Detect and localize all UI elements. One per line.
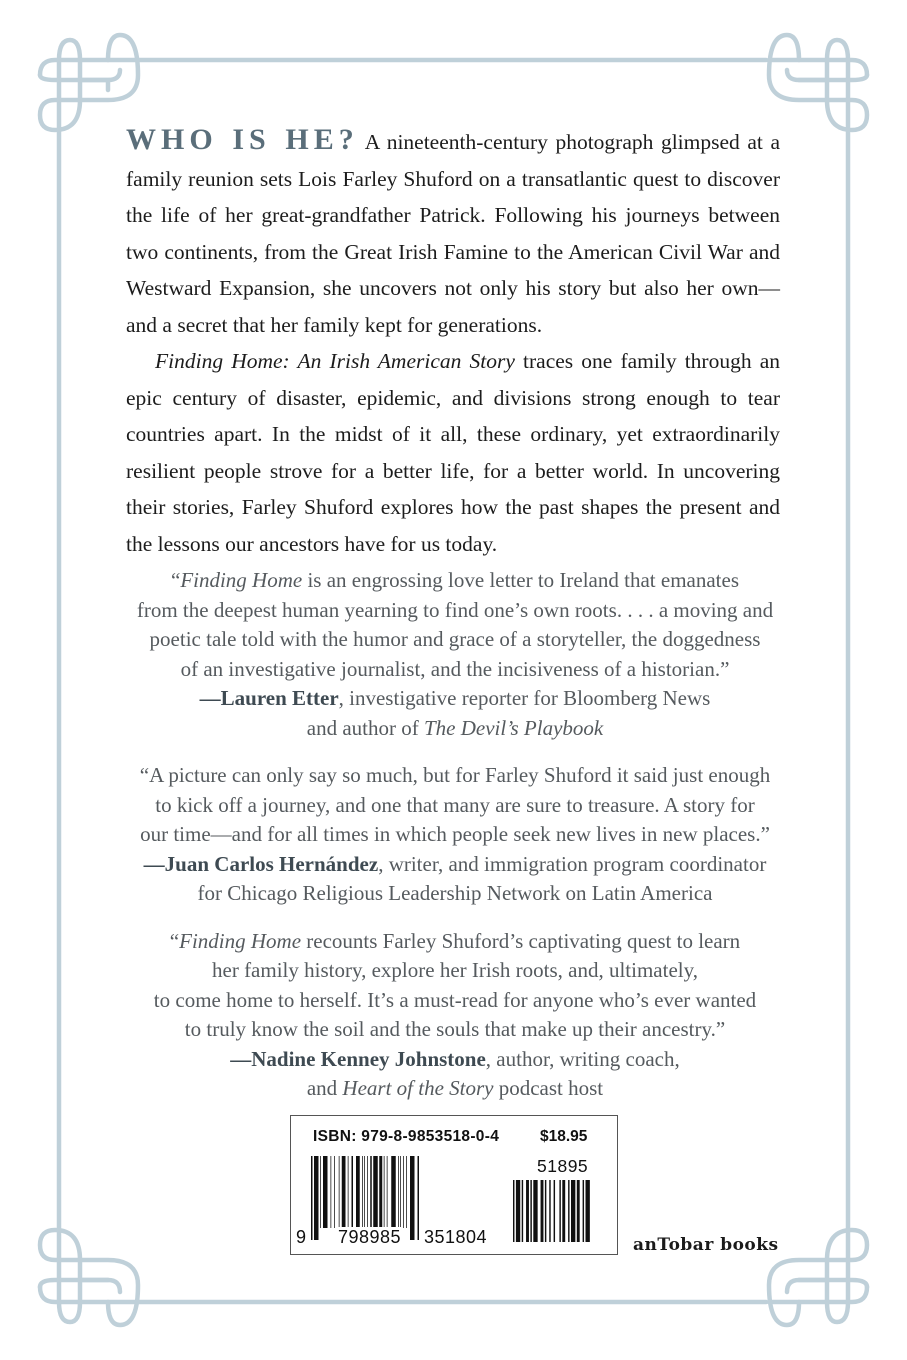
barcode-addon-bar bbox=[583, 1180, 584, 1242]
barcode-addon-bar bbox=[568, 1180, 569, 1242]
barcode-bar bbox=[406, 1156, 407, 1228]
attribution-line-1 bbox=[110, 850, 800, 880]
barcode-bar bbox=[410, 1156, 415, 1240]
quote-line bbox=[110, 1015, 800, 1045]
barcode-addon-bar bbox=[577, 1180, 580, 1242]
endorsement-quote bbox=[110, 927, 800, 1104]
celtic-knot-icon-bottom-left bbox=[40, 1230, 138, 1325]
barcode-bar bbox=[339, 1156, 340, 1228]
barcode-addon-bars bbox=[513, 1180, 609, 1244]
barcode-bar bbox=[387, 1156, 388, 1228]
barcode-bar bbox=[356, 1156, 360, 1228]
quote-text: our time—and for all times in which people seek new lives in new places.” bbox=[140, 822, 770, 846]
blurb-paragraph-1-text: A nineteenth-century photograph glimpsed at a family reunion sets Lois Farley Shuford on a transatlantic quest to discover the life of her great-grandfather Patrick. Following his journeys between two continents, from the Great Irish Famine to the American Civil War and Westward Expansion, she uncovers not only his story but also her own—and a secret that her family kept for generations. bbox=[126, 130, 780, 337]
endorsement-quote bbox=[110, 566, 800, 743]
barcode-bar bbox=[391, 1156, 396, 1228]
endorser-work-title: Heart of the Story bbox=[342, 1076, 494, 1100]
blurb-paragraph-1 bbox=[126, 122, 780, 343]
quote-line bbox=[110, 820, 800, 850]
celtic-knot-icon-top-left bbox=[40, 35, 138, 130]
barcode-addon-bar bbox=[586, 1180, 590, 1242]
book-title-italic: Finding Home: An Irish American Story bbox=[155, 349, 515, 373]
barcode-bar bbox=[348, 1156, 349, 1228]
quote-italic-title: Finding Home bbox=[180, 568, 303, 592]
endorser-name: —Lauren Etter bbox=[199, 686, 339, 710]
barcode-bar bbox=[311, 1156, 313, 1240]
price-addon-number: 51895 bbox=[537, 1156, 589, 1176]
barcode-bar bbox=[314, 1156, 319, 1240]
barcode-addon-bar bbox=[545, 1180, 546, 1242]
barcode-addon-bar bbox=[554, 1180, 555, 1242]
celtic-knot-icon-bottom-right bbox=[769, 1230, 867, 1325]
publisher-logo: anTobar books bbox=[633, 1235, 779, 1255]
barcode-addon-bar bbox=[516, 1180, 520, 1242]
quote-text: is an engrossing love letter to Ireland that emanates bbox=[302, 568, 739, 592]
quote-line bbox=[110, 927, 800, 957]
quote-text: to kick off a journey, and one that many are sure to treasure. A story for bbox=[155, 792, 755, 817]
quote-line bbox=[110, 761, 800, 791]
barcode-addon-bar bbox=[571, 1180, 575, 1242]
endorser-title: and author of bbox=[306, 715, 424, 740]
endorser-title: podcast host bbox=[493, 1076, 604, 1100]
barcode-addon-bar bbox=[522, 1180, 523, 1242]
barcode-bar bbox=[384, 1156, 385, 1228]
barcode-bar bbox=[398, 1156, 399, 1228]
barcode-addon-bar bbox=[562, 1180, 565, 1242]
barcode-digit-first: 9 bbox=[296, 1227, 307, 1247]
quote-text: of an investigative journalist, and the incisiveness of a historian.” bbox=[180, 656, 730, 681]
quote-text: “ bbox=[169, 928, 180, 953]
endorser-title: , author, writing coach, bbox=[485, 1046, 680, 1071]
attribution-line-2 bbox=[110, 879, 800, 909]
barcode-addon-bar bbox=[513, 1180, 514, 1242]
price-label: $18.95 bbox=[540, 1128, 588, 1145]
endorser-title: for Chicago Religious Leadership Network on Latin America bbox=[197, 881, 713, 905]
barcode-bar bbox=[370, 1156, 372, 1228]
barcode-digits-right: 351804 bbox=[424, 1227, 488, 1247]
book-blurb bbox=[126, 122, 780, 562]
quote-text: to truly know the soil and the souls that make up their ancestry.” bbox=[184, 1017, 726, 1041]
endorser-work-title: The Devil’s Playbook bbox=[423, 715, 604, 740]
barcode-bar bbox=[362, 1156, 363, 1228]
barcode-bar bbox=[352, 1156, 354, 1228]
attribution-line-2 bbox=[110, 1074, 800, 1104]
barcode-addon-bar bbox=[549, 1180, 550, 1242]
quote-line bbox=[110, 566, 800, 596]
quote-text: from the deepest human yearning to find one’s own roots. . . . a moving and bbox=[136, 597, 774, 622]
isbn-label: ISBN: 979-8-9853518-0-4 bbox=[313, 1128, 500, 1145]
quote-text: “ bbox=[170, 568, 181, 592]
endorsement-quote bbox=[110, 761, 800, 909]
quote-line bbox=[110, 791, 800, 821]
blurb-lead-heading: WHO IS HE? bbox=[126, 123, 359, 156]
barcode-bar bbox=[320, 1156, 321, 1228]
endorsements bbox=[110, 566, 800, 1122]
endorser-title: and bbox=[306, 1076, 343, 1100]
endorser-title: , writer, and immigration program coordinator bbox=[378, 851, 767, 876]
endorser-title: , investigative reporter for Bloomberg News bbox=[338, 686, 711, 710]
barcode-addon-bar bbox=[533, 1180, 537, 1242]
barcode-digits-left: 798985 bbox=[338, 1227, 402, 1247]
barcode-bar bbox=[334, 1156, 335, 1228]
barcode-bar bbox=[323, 1156, 328, 1228]
quote-line bbox=[110, 986, 800, 1016]
barcode-addon-bar bbox=[541, 1180, 544, 1242]
attribution-line-1 bbox=[110, 1045, 800, 1075]
barcode-bar bbox=[331, 1156, 332, 1228]
blurb-paragraph-2-text: traces one family through an epic century of disaster, epidemic, and divisions strong enough to tear countries apart. In the midst of it all, these ordinary, yet extraordinarily resilient people strove for a better life, for a better world. In uncovering their stories, Farley Shuford explores how the past shapes the present and the lessons our ancestors have for us today. bbox=[126, 349, 780, 556]
barcode-addon-bar bbox=[530, 1180, 531, 1242]
celtic-knot-icon-top-right bbox=[769, 35, 867, 130]
isbn-barcode bbox=[290, 1115, 618, 1255]
barcode-addon-bar bbox=[526, 1180, 529, 1242]
quote-line bbox=[110, 655, 800, 685]
attribution-line-2 bbox=[110, 714, 800, 744]
blurb-paragraph-2 bbox=[126, 343, 780, 562]
barcode-bar bbox=[418, 1156, 420, 1240]
quote-text: poetic tale told with the humor and grace of a storyteller, the doggedness bbox=[149, 627, 761, 651]
barcode-bar bbox=[403, 1156, 404, 1228]
quote-text: recounts Farley Shuford’s captivating quest to learn bbox=[301, 928, 741, 953]
attribution-line-1 bbox=[110, 684, 800, 714]
quote-line bbox=[110, 596, 800, 626]
endorser-name: —Nadine Kenney Johnstone bbox=[230, 1046, 486, 1071]
barcode-bar bbox=[342, 1156, 346, 1228]
quote-text: “A picture can only say so much, but for Farley Shuford it said just enough bbox=[139, 763, 771, 787]
quote-italic-title: Finding Home bbox=[179, 928, 302, 953]
endorser-name: —Juan Carlos Hernández bbox=[143, 851, 379, 876]
barcode-bar bbox=[373, 1156, 378, 1228]
quote-line bbox=[110, 625, 800, 655]
barcode-bar bbox=[400, 1156, 401, 1228]
quote-line bbox=[110, 956, 800, 986]
quote-text: to come home to herself. It’s a must-read for anyone who’s ever wanted bbox=[153, 987, 757, 1012]
quote-text: her family history, explore her Irish roots, and, ultimately, bbox=[212, 958, 698, 982]
barcode-bar bbox=[379, 1156, 382, 1228]
barcode-addon-bar bbox=[559, 1180, 560, 1242]
